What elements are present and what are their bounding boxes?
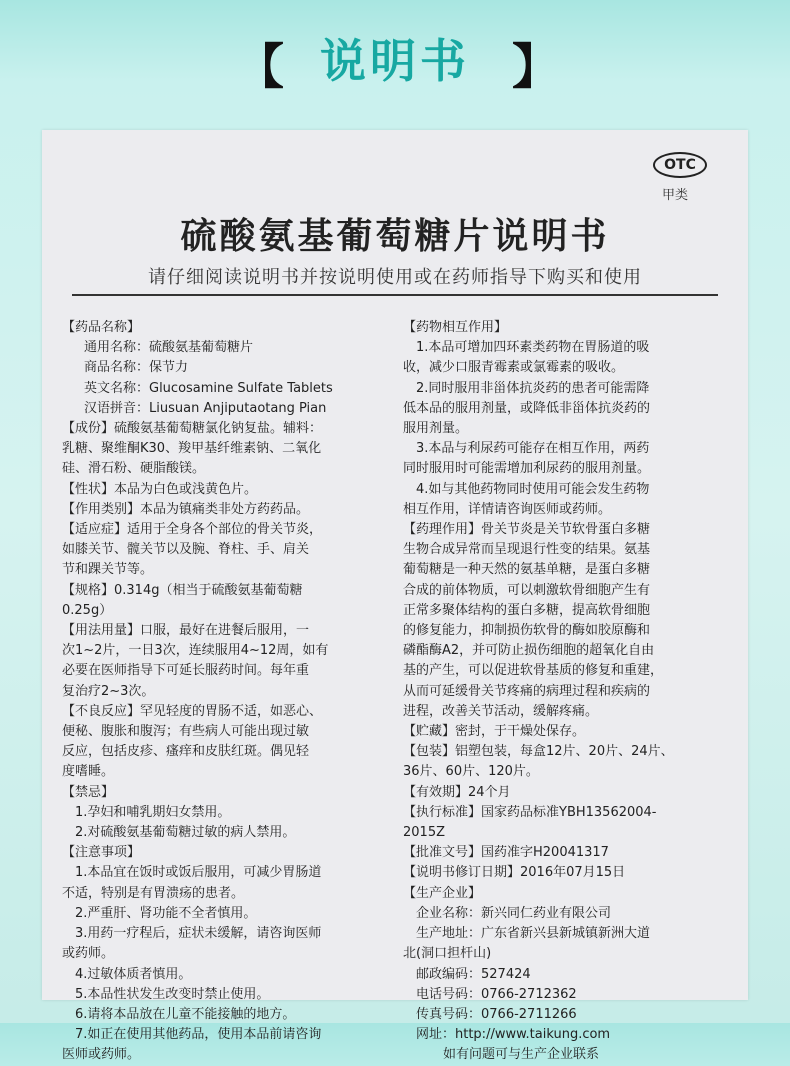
text-line: 必要在医师指导下可延长服药时间。每年重 xyxy=(62,663,310,679)
text-line: 硅、滑石粉、硬脂酸镁。 xyxy=(62,461,206,477)
page-header xyxy=(0,0,790,110)
drug-english-name: 英文名称：Glucosamine Sulfate Tablets xyxy=(84,380,333,396)
text-line: 【用法用量】口服，最好在进餐后服用，一 xyxy=(62,623,310,639)
text-line: 乳糖、聚维酮K30、羧甲基纤维素钠、二氧化 xyxy=(62,441,322,457)
text-line: 0.25g） xyxy=(62,602,113,618)
list-item: 6.请将本品放在儿童不能接触的地方。 xyxy=(75,1006,296,1022)
drug-generic-name: 通用名称：硫酸氨基葡萄糖片 xyxy=(84,340,254,356)
otc-badge: OTC xyxy=(653,152,707,178)
company-name: 企业名称：新兴同仁药业有限公司 xyxy=(416,905,612,921)
text-line: 医师或药师。 xyxy=(62,1047,141,1063)
text-line: 【适应症】适用于全身各个部位的骨关节炎， xyxy=(62,522,323,538)
text-line: 正常多聚体结构的蛋白多糖，提高软骨细胞 xyxy=(403,602,651,618)
text-line: 便秘、腹胀和腹泻；有些病人可能出现过敏 xyxy=(62,724,310,740)
text-line: 【不良反应】罕见轻度的胃肠不适，如恶心、 xyxy=(62,703,323,719)
section-heading: 【药品名称】 xyxy=(62,320,141,335)
company-address: 生产地址：广东省新兴县新城镇新洲大道 xyxy=(416,926,651,942)
text-line: 【成份】硫酸氨基葡萄糖氯化钠复盐。辅料： xyxy=(62,421,323,437)
text-line: 或药师。 xyxy=(62,946,115,962)
document-title: 硫酸氨基葡萄糖片说明书 xyxy=(180,215,610,257)
right-column xyxy=(403,318,731,1066)
text-line: 葡萄糖是一种天然的氨基单糖，是蛋白多糖 xyxy=(403,562,651,578)
text-line: 北(洞口担杆山) xyxy=(403,946,492,962)
text-line: 【贮藏】密封，于干燥处保存。 xyxy=(403,724,586,740)
fax-number: 传真号码：0766-2711266 xyxy=(416,1006,577,1022)
section-heading: 【禁忌】 xyxy=(62,784,115,800)
drug-pinyin-name: 汉语拼音：Liusuan Anjiputaotang Pian xyxy=(84,400,327,416)
list-item: 3.用药一疗程后，症状未缓解，请咨询医师 xyxy=(75,926,322,942)
text-line: 次1~2片，一日3次，连续服用4~12周，如有 xyxy=(62,643,329,659)
left-bracket: 【 xyxy=(236,39,285,95)
text-line: 36片、60片、120片。 xyxy=(403,764,539,780)
website-url: 网址：http://www.taikung.com xyxy=(416,1027,611,1043)
text-line: 【作用类别】本品为镇痛类非处方药药品。 xyxy=(62,501,310,517)
otc-class-label: 甲类 xyxy=(662,188,689,203)
list-item: 2.同时服用非甾体抗炎药的患者可能需降 xyxy=(416,380,650,396)
postal-code: 邮政编码：527424 xyxy=(416,966,531,982)
header-title: 说明书 xyxy=(320,34,470,88)
text-line: 不适，特别是有胃溃疡的患者。 xyxy=(62,885,245,901)
list-item: 1.本品宜在饭时或饭后服用，可减少胃肠道 xyxy=(75,865,322,881)
text-line: 【药理作用】骨关节炎是关节软骨蛋白多糖 xyxy=(403,522,651,538)
text-line: 节和踝关节等。 xyxy=(62,562,154,578)
contact-note: 如有问题可与生产企业联系 xyxy=(443,1047,600,1063)
text-line: 【性状】本品为白色或浅黄色片。 xyxy=(62,481,258,497)
left-column xyxy=(62,318,395,1066)
text-line: 合成的前体物质，可以刺激软骨细胞产生有 xyxy=(403,582,651,598)
text-line: 度嗜睡。 xyxy=(62,764,115,780)
list-item: 2.对硫酸氨基葡萄糖过敏的病人禁用。 xyxy=(75,825,296,841)
list-item: 2.严重肝、肾功能不全者慎用。 xyxy=(75,905,257,921)
text-line: 复治疗2~3次。 xyxy=(62,683,155,699)
text-line: 服用剂量。 xyxy=(403,421,469,437)
text-line: 低本品的服用剂量，或降低非甾体抗炎药的 xyxy=(403,400,651,416)
text-line: 从而可延缓骨关节疼痛的病理过程和疾病的 xyxy=(403,683,651,699)
text-line: 的修复能力，抑制损伤软骨的酶如胶原酶和 xyxy=(403,623,651,639)
drug-trade-name: 商品名称：保节力 xyxy=(84,360,189,376)
text-line: 进程，改善关节活动，缓解疼痛。 xyxy=(403,703,599,719)
text-line: 生物合成异常而呈现退行性变的结果。氨基 xyxy=(403,542,651,558)
document-subtitle: 请仔细阅读说明书并按说明使用或在药师指导下购买和使用 xyxy=(148,267,642,288)
text-line: 【包装】铝塑包装，每盒12片、20片、24片、 xyxy=(403,744,674,760)
text-line: 【批准文号】国药准字H20041317 xyxy=(403,845,609,861)
title-divider xyxy=(72,294,718,296)
instruction-leaflet xyxy=(42,130,748,1063)
list-item: 4.过敏体质者慎用。 xyxy=(75,966,192,982)
text-line: 如膝关节、髋关节以及腕、脊柱、手、肩关 xyxy=(62,542,310,558)
list-item: 1.孕妇和哺乳期妇女禁用。 xyxy=(75,804,231,820)
text-line: 【有效期】24个月 xyxy=(403,784,511,800)
text-line: 【说明书修订日期】2016年07月15日 xyxy=(403,865,626,881)
text-line: 磷酯酶A2，并可防止损伤细胞的超氧化自由 xyxy=(403,643,655,659)
text-line: 【执行标准】国家药品标准YBH13562004- xyxy=(403,804,657,820)
section-heading: 【生产企业】 xyxy=(403,885,482,901)
text-line: 相互作用，详情请咨询医师或药师。 xyxy=(403,501,612,517)
section-heading: 【药物相互作用】 xyxy=(403,320,508,335)
right-bracket: 】 xyxy=(512,39,561,95)
text-line: 基的产生，可以促进软骨基质的修复和重建， xyxy=(403,663,664,679)
list-item: 5.本品性状发生改变时禁止使用。 xyxy=(75,986,270,1002)
phone-number: 电话号码：0766-2712362 xyxy=(416,986,577,1002)
list-item: 7.如正在使用其他药品，使用本品前请咨询 xyxy=(75,1027,322,1043)
list-item: 4.如与其他药物同时使用可能会发生药物 xyxy=(416,481,650,497)
text-line: 反应，包括皮疹、瘙痒和皮肤红斑。偶见轻 xyxy=(62,744,310,760)
list-item: 3.本品与利尿药可能存在相互作用，两药 xyxy=(416,441,650,457)
text-line: 【规格】0.314g（相当于硫酸氨基葡萄糖 xyxy=(62,582,303,598)
text-line: 收，减少口服青霉素或氯霉素的吸收。 xyxy=(403,360,625,376)
section-heading: 【注意事项】 xyxy=(62,845,141,861)
text-line: 同时服用时可能需增加利尿药的服用剂量。 xyxy=(403,461,651,477)
text-line: 2015Z xyxy=(403,825,445,841)
list-item: 1.本品可增加四环素类药物在胃肠道的吸 xyxy=(416,340,650,356)
